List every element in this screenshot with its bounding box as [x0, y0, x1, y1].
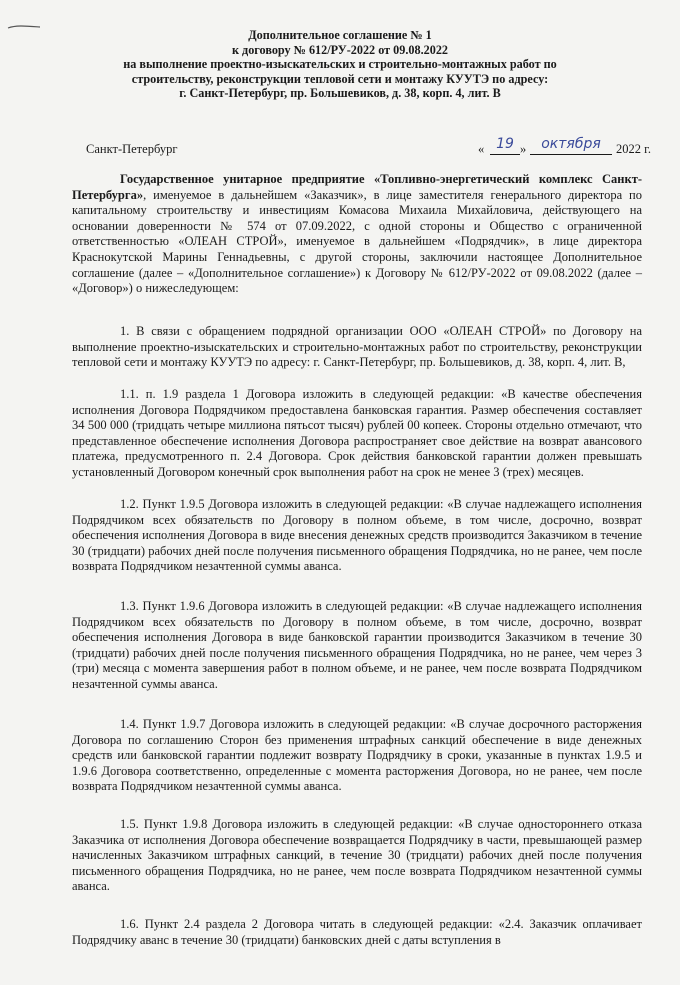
party1-name: Государственное унитарное предприятие «Топливно-энергетический комплекс Санкт-Петербурга» — [72, 172, 642, 202]
date-close-quote: » — [520, 142, 527, 156]
date-month-handwritten: октября — [530, 136, 612, 155]
title-line: г. Санкт-Петербург, пр. Большевиков, д. 38, корп. 4, лит. В — [179, 86, 501, 101]
clause-1-2: 1.2. Пункт 1.9.5 Договора изложить в следующей редакции: «В случае надлежащего исполнения Подрядчиком всех обязательств по Договору в полном объеме, в том числе, досрочно, возврат обеспечения исполнения Договора в виде внесения денежных средств производится Заказчиком в течение 30 (тридцати) рабочих дней после получения письменного обращения Подрядчика, но не ранее, чем после возврата Подрядчиком незачтенной суммы аванса. — [72, 497, 642, 574]
handwritten-mark-icon — [6, 22, 42, 32]
clause-1-6: 1.6. Пункт 2.4 раздела 2 Договора читать в следующей редакции: «2.4. Заказчик оплачивает Подрядчику аванс в течение 30 (тридцати) банковских дней с даты вступления в — [72, 917, 642, 947]
clause-1-1: 1.1. п. 1.9 раздела 1 Договора изложить в следующей редакции: «В качестве обеспечения исполнения Договора Подрядчиком предоставлена банковская гарантия. Размер обеспечения составляет 34 500 000 (тридцать четыре миллиона пятьсот тысяч) рублей 00 копеек. Стороны отдельно отмечают, что представленное обеспечение исполнения Договора распространяет свое действие на возврат авансового платежа, предусмотренного п. 2.4 Договора. Срок действия банковской гарантии должен превышать установленный Договором конечный срок выполнения работ на срок не менее 3 (трех) месяцев. — [72, 387, 642, 479]
date-day-handwritten: 19 — [490, 136, 520, 155]
title-line: строительству, реконструкции тепловой сети и монтажу КУУТЭ по адресу: — [131, 71, 549, 86]
date-open-quote: « — [478, 142, 485, 156]
signing-date — [478, 136, 668, 160]
title-line: к договору № 612/РУ-2022 от 09.08.2022 — [231, 42, 449, 57]
place-of-signing: Санкт-Петербург — [86, 142, 178, 156]
clause-1-4: 1.4. Пункт 1.9.7 Договора изложить в следующей редакции: «В случае досрочного расторжения Договора по соглашению Сторон без применения штрафных санкций обеспечение в виде денежных средств или банковской гарантии подлежит возврату Подрядчику в сроки, указанные в пунктах 1.9.5 и 1.9.6 Договора соответственно, определенные с момента расторжения Договора, но не ранее, чем после возврата Подрядчиком незачтенной суммы аванса. — [72, 717, 642, 794]
title-line: Дополнительное соглашение № 1 — [248, 28, 432, 42]
date-year: 2022 г. — [616, 142, 651, 156]
clause-1-3: 1.3. Пункт 1.9.6 Договора изложить в следующей редакции: «В случае надлежащего исполнения Подрядчиком всех обязательств по Договору в полном объеме, в том числе, досрочно, возврат обеспечения исполнения Договора в виде банковской гарантии производится Заказчиком в течение 30 (тридцати) рабочих дней после получения письменного обращения Подрядчика, но не ранее, чем через 3 (три) месяца с момента завершения работ в полном объеме, и не ранее, чем после возврата Подрядчиком незачтенной суммы аванса. — [72, 599, 642, 691]
clause-1-5: 1.5. Пункт 1.9.8 Договора изложить в следующей редакции: «В случае одностороннего отказа Заказчика от исполнения Договора обеспечение возвращается Подрядчику в части, превышающей размер начисленных Заказчиком штрафных санкций, в течение 30 (тридцати) рабочих дней после получения письменного обращения Подрядчика, но не ранее, чем после возврата Подрядчиком незачтенной суммы аванса. — [72, 817, 642, 894]
preamble-text: , именуемое в дальнейшем «Заказчик», в лице заместителя генерального директора по капитальному строительству и инвестициям Комасова Михаила Михайловича, действующего на основании доверенности № 574 от 07.09.2022, с одной стороны и Общество с ограниченной ответственностью «ОЛЕАН СТРОЙ», именуемое в дальнейшем «Подрядчик», в лице директора Краснокутской Марины Геннадьевны, с другой стороны, заключили настоящее Дополнительное соглашение (далее – «Дополнительное соглашение») к Договору № 612/РУ-2022 от 09.08.2022 (далее – «Договор») о нижеследующем: — [72, 187, 642, 296]
preamble — [72, 172, 642, 297]
clause-1: 1. В связи с обращением подрядной организации ООО «ОЛЕАН СТРОЙ» по Договору на выполнение проектно-изыскательских и строительно-монтажных работ по строительству, реконструкции тепловой сети и монтажу КУУТЭ по адресу: г. Санкт-Петербург, пр. Большевиков, д. 38, корп. 4, лит. В, — [72, 324, 642, 370]
document-title — [100, 28, 580, 101]
title-line: на выполнение проектно-изыскательских и строительно-монтажных работ по — [123, 57, 557, 72]
